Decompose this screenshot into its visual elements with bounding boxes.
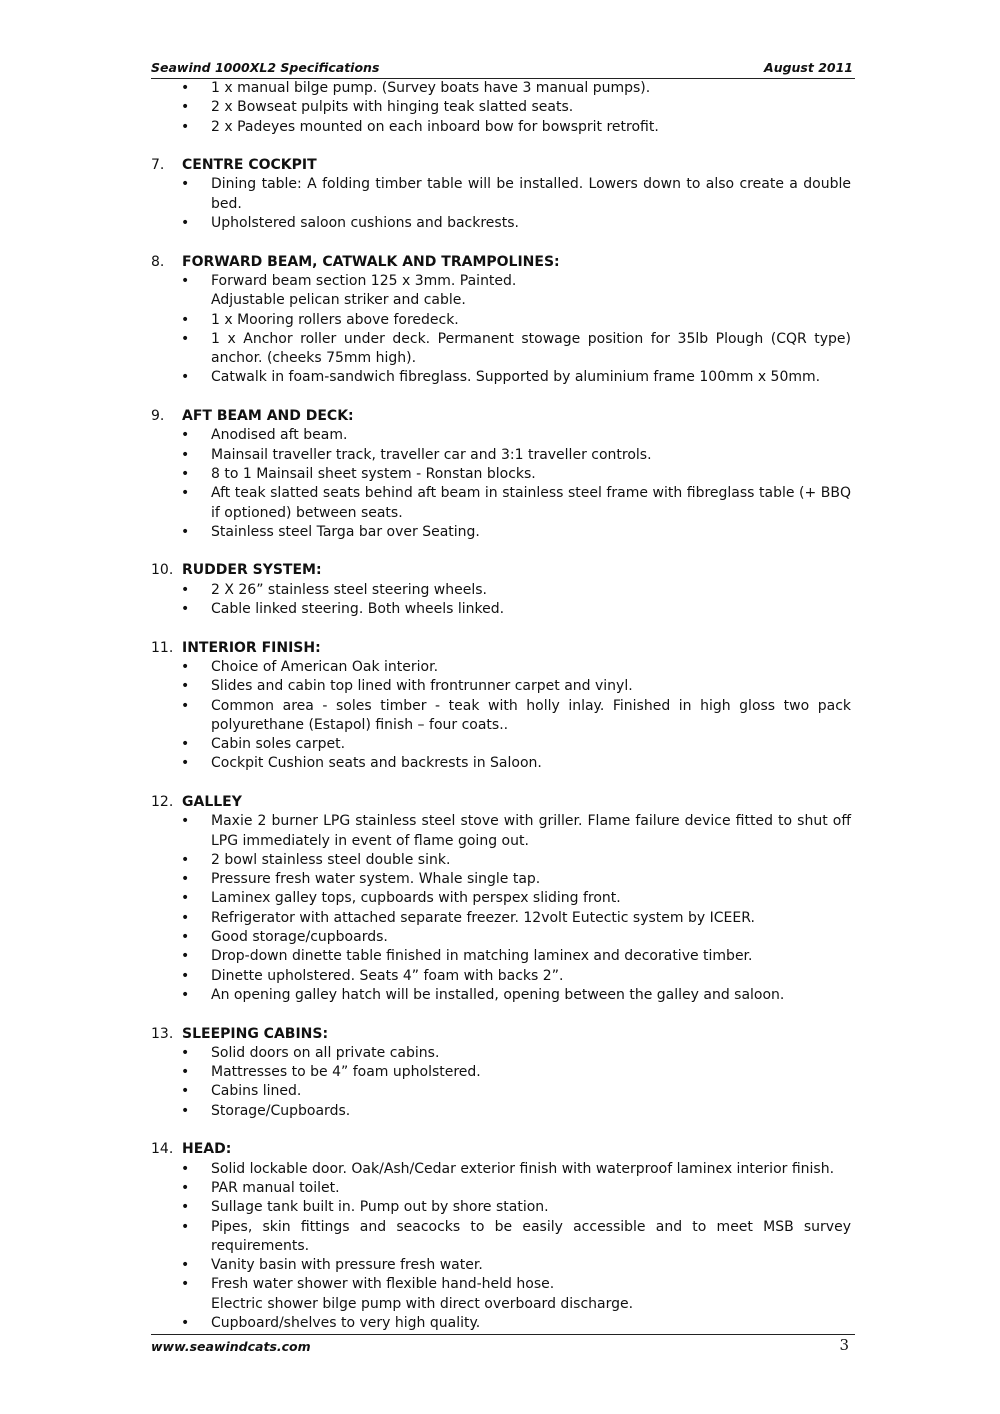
bullet-icon: • (181, 581, 190, 598)
list-item-text: Solid lockable door. Oak/Ash/Cedar exterior finish with waterproof laminex interior finish. (211, 1160, 835, 1177)
list-item (151, 118, 851, 137)
list-item (151, 1063, 851, 1082)
section-number: 9. (151, 408, 165, 425)
list-item-text: Dining table: A folding timber table will be installed. Lowers down to also create a double bed. (211, 176, 851, 212)
bullet-icon: • (181, 523, 190, 540)
list-item-text: Stainless steel Targa bar over Seating. (211, 523, 480, 540)
section-number: 11. (151, 639, 174, 656)
list-item-text: 1 x manual bilge pump. (Survey boats have 3 manual pumps). (211, 80, 651, 96)
list-item-text: Sullage tank built in. Pump out by shore station. (211, 1199, 549, 1216)
bullet-icon: • (181, 813, 190, 830)
list-item (151, 986, 851, 1005)
list-item-text: 1 x Anchor roller under deck. Permanent stowage position for 35lb Plough (CQR type) anchor. (cheeks 75mm high). (211, 330, 851, 367)
bullet-icon: • (181, 871, 190, 888)
list-item (151, 1256, 851, 1275)
section-heading (151, 253, 851, 272)
section-heading (151, 156, 851, 175)
list-item (151, 1198, 851, 1217)
list-item (151, 368, 851, 387)
section-title: FORWARD BEAM, CATWALK AND TRAMPOLINES: (182, 253, 560, 270)
section-number: 12. (151, 793, 174, 810)
list-item (151, 677, 851, 696)
list-item (151, 658, 851, 677)
page-header (151, 60, 855, 79)
bullet-icon: • (181, 1102, 190, 1119)
list-item-text: Vanity basin with pressure fresh water. (211, 1257, 483, 1274)
list-item-text: Maxie 2 burner LPG stainless steel stove with griller. Flame failure device fitted to shut off LPG immediately in event of flame going out. (211, 813, 851, 849)
list-item-text: Pressure fresh water system. Whale single tap. (211, 871, 541, 888)
list-item (151, 1082, 851, 1101)
list-item-text: 2 bowl stainless steel double sink. (211, 851, 451, 868)
page-number: 3 (839, 1336, 849, 1354)
spec-section (151, 639, 851, 774)
bullet-icon: • (181, 427, 190, 444)
bullet-icon: • (181, 1044, 190, 1061)
list-item (151, 98, 851, 117)
list-item-text: Mainsail traveller track, traveller car and 3:1 traveller controls. (211, 446, 652, 463)
bullet-icon: • (181, 330, 190, 347)
list-item-continuation (151, 291, 851, 310)
list-item-text: Drop-down dinette table finished in matching laminex and decorative timber. (211, 948, 753, 965)
section-title: SLEEPING CABINS: (182, 1025, 329, 1042)
list-item (151, 870, 851, 889)
bullet-icon: • (181, 176, 190, 193)
list-item (151, 947, 851, 966)
bullet-icon: • (181, 909, 190, 926)
spec-section (151, 1025, 851, 1121)
list-item-text: 2 X 26” stainless steel steering wheels. (211, 581, 487, 598)
list-item-text: Adjustable pelican striker and cable. (211, 292, 466, 309)
bullet-icon: • (181, 485, 190, 502)
section-heading (151, 1025, 851, 1044)
list-item-text: Cupboard/shelves to very high quality. (211, 1315, 481, 1331)
website-url: www.seawindcats.com (151, 1339, 311, 1354)
list-item-text: Cabin soles carpet. (211, 736, 346, 753)
spec-section (151, 407, 851, 542)
bullet-icon: • (181, 678, 190, 695)
list-item (151, 812, 851, 851)
section-number: 10. (151, 562, 174, 579)
list-item-text: An opening galley hatch will be installed, opening between the galley and saloon. (211, 986, 785, 1003)
bullet-icon: • (181, 658, 190, 675)
list-item (151, 175, 851, 214)
bullet-icon: • (181, 1276, 190, 1293)
list-item-text: 2 x Padeyes mounted on each inboard bow for bowsprit retrofit. (211, 118, 659, 135)
list-item (151, 581, 851, 600)
section-title: GALLEY (182, 793, 242, 810)
list-item-text: Cockpit Cushion seats and backrests in Saloon. (211, 755, 542, 772)
bullet-icon: • (181, 697, 190, 714)
bullet-icon: • (181, 215, 190, 232)
bullet-icon: • (181, 851, 190, 868)
list-item (151, 1102, 851, 1121)
list-item-text: Anodised aft beam. (211, 427, 348, 444)
list-item-text: Common area - soles timber - teak with holly inlay. Finished in high gloss two pack polyurethane (Estapol) finish – four coats.. (211, 697, 851, 733)
list-item (151, 330, 851, 369)
page-footer (151, 1334, 855, 1359)
bullet-icon: • (181, 967, 190, 984)
list-item (151, 484, 851, 523)
list-item-continuation (151, 1295, 851, 1314)
list-item-text: Upholstered saloon cushions and backrests. (211, 215, 519, 232)
section-number: 13. (151, 1025, 174, 1042)
list-item (151, 600, 851, 619)
list-item (151, 311, 851, 330)
list-item (151, 909, 851, 928)
bullet-icon: • (181, 929, 190, 946)
list-item-text: 8 to 1 Mainsail sheet system - Ronstan blocks. (211, 465, 536, 482)
spec-content (151, 79, 851, 1333)
list-item (151, 465, 851, 484)
spec-section (151, 79, 851, 137)
list-item (151, 851, 851, 870)
list-item-text: Cabins lined. (211, 1083, 302, 1100)
list-item (151, 697, 851, 736)
list-item (151, 426, 851, 445)
section-title: HEAD: (182, 1141, 232, 1158)
list-item (151, 1044, 851, 1063)
list-item-text: PAR manual toilet. (211, 1179, 340, 1196)
list-item-text: 1 x Mooring rollers above foredeck. (211, 311, 459, 328)
spec-section (151, 1140, 851, 1333)
list-item-text: Cable linked steering. Both wheels linked. (211, 601, 505, 618)
list-item (151, 79, 851, 98)
section-heading (151, 1140, 851, 1159)
bullet-icon: • (181, 601, 190, 618)
list-item-text: Slides and cabin top lined with frontrunner carpet and vinyl. (211, 678, 633, 695)
list-item-text: Aft teak slatted seats behind aft beam in stainless steel frame with fibreglass table (+ BBQ if optioned) between seats. (211, 485, 851, 521)
list-item-text: Good storage/cupboards. (211, 929, 388, 946)
bullet-icon: • (181, 272, 190, 289)
list-item (151, 1179, 851, 1198)
bullet-icon: • (181, 99, 190, 116)
bullet-icon: • (181, 369, 190, 386)
document-title: Seawind 1000XL2 Specifications (151, 60, 380, 75)
bullet-icon: • (181, 1160, 190, 1177)
bullet-icon: • (181, 736, 190, 753)
bullet-icon: • (181, 986, 190, 1003)
list-item-text: Laminex galley tops, cupboards with perspex sliding front. (211, 890, 621, 907)
section-heading (151, 793, 851, 812)
section-title: RUDDER SYSTEM: (182, 562, 322, 579)
list-item-text: 2 x Bowseat pulpits with hinging teak slatted seats. (211, 99, 574, 116)
list-item-text: Mattresses to be 4” foam upholstered. (211, 1064, 481, 1081)
list-item-text: Refrigerator with attached separate freezer. 12volt Eutectic system by ICEER. (211, 909, 755, 926)
bullet-icon: • (181, 1064, 190, 1081)
section-heading (151, 407, 851, 426)
list-item (151, 1218, 851, 1257)
list-item (151, 754, 851, 773)
section-heading (151, 561, 851, 580)
document-date: August 2011 (764, 60, 853, 75)
list-item-text: Dinette upholstered. Seats 4” foam with backs 2”. (211, 967, 564, 984)
section-title: CENTRE COCKPIT (182, 157, 317, 174)
section-title: AFT BEAM AND DECK: (182, 408, 354, 425)
list-item-text: Solid doors on all private cabins. (211, 1044, 440, 1061)
list-item-text: Fresh water shower with flexible hand-held hose. (211, 1276, 555, 1293)
list-item (151, 1275, 851, 1294)
list-item (151, 889, 851, 908)
section-number: 7. (151, 157, 165, 174)
list-item-text: Electric shower bilge pump with direct overboard discharge. (211, 1295, 634, 1312)
list-item-text: Catwalk in foam-sandwich fibreglass. Supported by aluminium frame 100mm x 50mm. (211, 369, 821, 386)
spec-section (151, 253, 851, 388)
list-item (151, 1160, 851, 1179)
bullet-icon: • (181, 446, 190, 463)
bullet-icon: • (181, 1199, 190, 1216)
bullet-icon: • (181, 80, 190, 96)
spec-section (151, 793, 851, 1005)
bullet-icon: • (181, 465, 190, 482)
spec-section (151, 561, 851, 619)
bullet-icon: • (181, 1083, 190, 1100)
list-item (151, 928, 851, 947)
spec-section (151, 156, 851, 233)
list-item-text: Forward beam section 125 x 3mm. Painted. (211, 272, 517, 289)
section-number: 14. (151, 1141, 174, 1158)
list-item (151, 967, 851, 986)
section-heading (151, 639, 851, 658)
bullet-icon: • (181, 311, 190, 328)
list-item-text: Choice of American Oak interior. (211, 658, 439, 675)
bullet-icon: • (181, 1257, 190, 1274)
list-item-text: Pipes, skin fittings and seacocks to be easily accessible and to meet MSB survey requirements. (211, 1218, 851, 1254)
list-item (151, 272, 851, 291)
bullet-icon: • (181, 890, 190, 907)
list-item (151, 523, 851, 542)
section-title: INTERIOR FINISH: (182, 639, 321, 656)
list-item (151, 214, 851, 233)
section-number: 8. (151, 253, 165, 270)
bullet-icon: • (181, 755, 190, 772)
bullet-icon: • (181, 1179, 190, 1196)
list-item (151, 446, 851, 465)
list-item (151, 735, 851, 754)
bullet-icon: • (181, 948, 190, 965)
list-item-text: Storage/Cupboards. (211, 1102, 351, 1119)
list-item (151, 1314, 851, 1333)
bullet-icon: • (181, 118, 190, 135)
bullet-icon: • (181, 1315, 190, 1331)
bullet-icon: • (181, 1218, 190, 1235)
